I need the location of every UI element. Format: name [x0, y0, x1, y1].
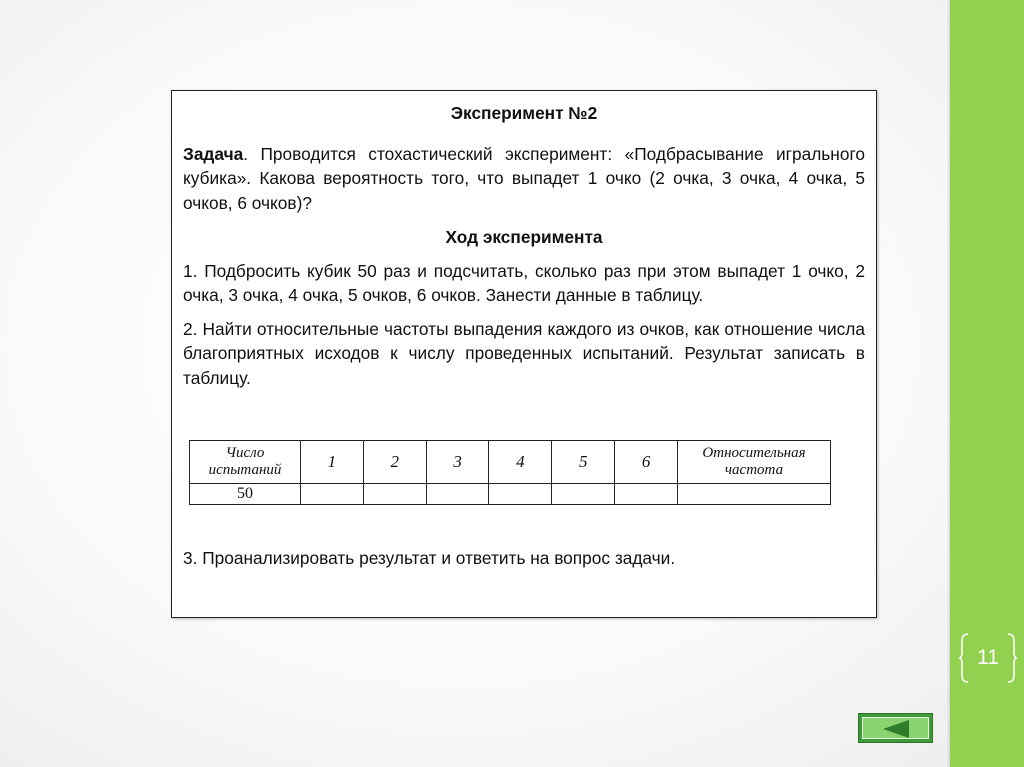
left-triangle-icon: [859, 714, 934, 744]
cell-outcome-5: [552, 484, 615, 505]
frequency-table: [189, 440, 831, 505]
header-outcome-6: 6: [615, 441, 678, 484]
cell-outcome-2: [363, 484, 426, 505]
step-3: 3. Проанализировать результат и ответить на вопрос задачи.: [183, 548, 676, 568]
page-number: 11: [977, 646, 999, 669]
table-row: [190, 484, 831, 505]
task-label: Задача: [183, 143, 244, 164]
table-header-row: [190, 441, 831, 484]
header-outcome-3: 3: [426, 441, 489, 484]
cell-trials: 50: [190, 484, 301, 505]
back-button[interactable]: [858, 713, 933, 743]
task-paragraph: [183, 142, 865, 216]
cell-relative-frequency: [678, 484, 831, 505]
procedure-title: Ход эксперимента: [445, 227, 603, 247]
experiment-title: Эксперимент №2: [450, 103, 598, 123]
header-trials: Число испытаний: [190, 441, 301, 484]
step-1: 1. Подбросить кубик 50 раз и подсчитать, сколько раз при этом выпадет 1 очко, 2 очка, 3 очка, 4 очка, 5 очков, 6 очков. Занести данные в таблицу.: [183, 260, 865, 305]
cell-outcome-6: [615, 484, 678, 505]
header-outcome-4: 4: [489, 441, 552, 484]
header-outcome-1: 1: [301, 441, 364, 484]
experiment-card: [171, 90, 877, 618]
left-brace-icon: [958, 632, 970, 684]
page-number-badge: [958, 632, 1018, 684]
cell-outcome-1: [301, 484, 364, 505]
step-2: 2. Найти относительные частоты выпадения каждого из очков, как отношение числа благоприятных исходов к числу проведенных испытаний. Результат записать в таблицу.: [183, 318, 865, 388]
cell-outcome-4: [489, 484, 552, 505]
header-outcome-2: 2: [363, 441, 426, 484]
right-brace-icon: [1006, 632, 1018, 684]
cell-outcome-3: [426, 484, 489, 505]
task-text: . Проводится стохастический эксперимент: «Подбрасывание игрального кубика». Какова вероятность того, что выпадет 1 очко (2 очка, 3 очка, 4 очка, 5 очков, 6 очков)?: [183, 143, 865, 213]
header-relative-frequency: Относительная частота: [678, 441, 831, 484]
header-outcome-5: 5: [552, 441, 615, 484]
